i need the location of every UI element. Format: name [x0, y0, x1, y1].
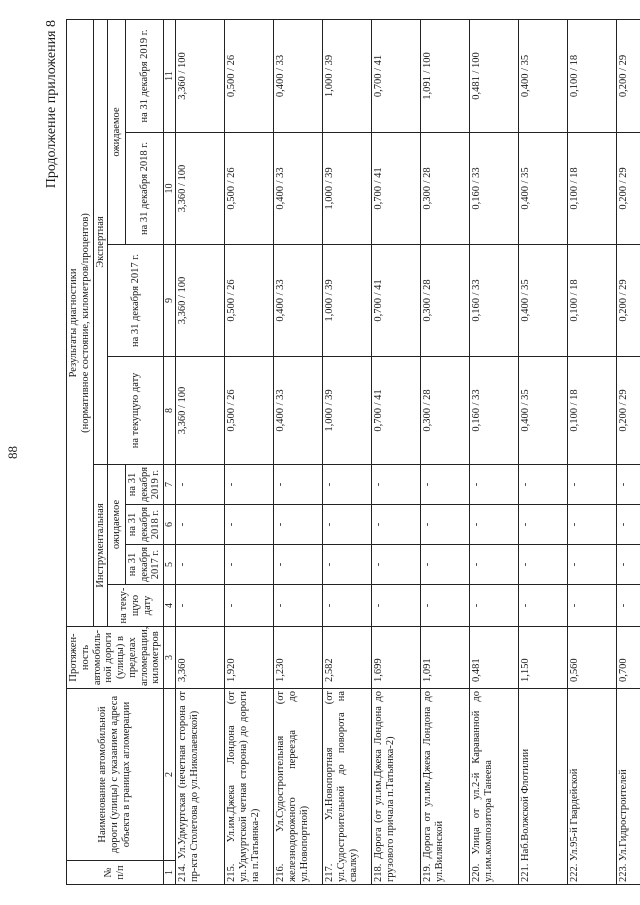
col-number: 3	[164, 627, 176, 689]
col-number: 2	[164, 689, 176, 861]
col-number: 1	[164, 861, 176, 885]
table-row	[176, 19, 225, 884]
diagnostic-value: -	[519, 545, 568, 585]
col-number: 11	[164, 19, 176, 132]
table-row	[421, 19, 470, 884]
road-length: 2,582	[323, 627, 372, 689]
road-name: 217. Ул.Новопортная (от ул.Судостроительной до поворота на свалку)	[323, 689, 372, 885]
diagnostic-value: -	[176, 545, 225, 585]
diagnostic-value: 0,100 / 18	[568, 133, 617, 245]
diagnostic-value: -	[421, 505, 470, 545]
diagnostic-value: -	[225, 465, 274, 505]
diagnostic-value: -	[225, 545, 274, 585]
diagnostic-value: 1,000 / 39	[323, 19, 372, 132]
table-row	[519, 19, 568, 884]
diagnostic-value: 0,700 / 41	[372, 357, 421, 465]
page-number: 88	[5, 446, 20, 459]
header-results-subtitle: (нормативное состояние, километров/процентов)	[79, 213, 91, 433]
road-length: 1,920	[225, 627, 274, 689]
road-name: 219. Дорога от ул.им.Джека Лондона до ул.Вилянской	[421, 689, 470, 885]
diagnostic-value: 3,360 / 100	[176, 357, 225, 465]
diagnostic-value: 0,481 / 100	[470, 19, 519, 132]
diagnostic-value: -	[617, 505, 640, 545]
diagnostic-value: -	[274, 505, 323, 545]
road-length: 0,560	[568, 627, 617, 689]
header-results-title: Результаты диагностики	[68, 268, 79, 378]
diagnostic-value: -	[176, 585, 225, 627]
road-length: 3,360	[176, 627, 225, 689]
header-instr-2018: на 31 декабря 2018 г.	[125, 505, 163, 545]
diagnostic-value: 0,400 / 35	[519, 245, 568, 357]
road-name: 223. Ул.Гидростроителей	[617, 689, 640, 885]
header-exp-2018: на 31 декабря 2018 г.	[125, 133, 163, 245]
road-name: 220. Улица от ул.2-й Караванной до ул.им.композитора Танеева	[470, 689, 519, 885]
diagnostic-value: -	[568, 545, 617, 585]
diagnostic-value: 0,100 / 18	[568, 19, 617, 132]
diagnostic-value: 0,400 / 33	[274, 133, 323, 245]
header-instr-2019: на 31 декабря 2019 г.	[125, 465, 163, 505]
header-exp-2019: на 31 декабря 2019 г.	[125, 19, 163, 132]
col-number: 5	[164, 545, 176, 585]
diagnostic-value: -	[372, 465, 421, 505]
road-length: 1,091	[421, 627, 470, 689]
diagnostic-value: 0,400 / 33	[274, 357, 323, 465]
diagnostic-value: 0,700 / 41	[372, 245, 421, 357]
col-number: 8	[164, 357, 176, 465]
diagnostic-value: 0,400 / 35	[519, 357, 568, 465]
diagnostic-value: -	[372, 545, 421, 585]
table-body	[176, 19, 640, 884]
diagnostic-value: -	[519, 465, 568, 505]
diagnostic-value: -	[274, 465, 323, 505]
table-row	[568, 19, 617, 884]
diagnostic-value: 0,500 / 26	[225, 133, 274, 245]
diagnostic-value: 0,400 / 33	[274, 245, 323, 357]
diagnostic-value: 1,091 / 100	[421, 19, 470, 132]
diagnostic-value: -	[470, 505, 519, 545]
diagnostic-value: 3,360 / 100	[176, 133, 225, 245]
table-row	[323, 19, 372, 884]
col-number: 10	[164, 133, 176, 245]
road-length: 0,481	[470, 627, 519, 689]
diagnostic-value: -	[470, 545, 519, 585]
table-row	[225, 19, 274, 884]
diagnostic-value: -	[323, 505, 372, 545]
diagnostic-value: -	[617, 545, 640, 585]
diagnostic-value: 0,500 / 26	[225, 245, 274, 357]
diagnostic-value: -	[421, 585, 470, 627]
diagnostic-value: 0,300 / 28	[421, 357, 470, 465]
header-num: № п/п	[67, 861, 164, 885]
diagnostic-value: 3,360 / 100	[176, 245, 225, 357]
diagnostic-value: 0,400 / 35	[519, 19, 568, 132]
diagnostic-value: -	[568, 465, 617, 505]
diagnostic-value: -	[568, 505, 617, 545]
road-name: 222. Ул.95-й Гвардейской	[568, 689, 617, 885]
diagnostic-value: 0,400 / 33	[274, 19, 323, 132]
diagnostic-value: 0,700 / 41	[372, 133, 421, 245]
diagnostic-value: 0,700 / 41	[372, 19, 421, 132]
diagnostic-value: -	[372, 585, 421, 627]
header-instr-2017: на 31 декабря 2017 г.	[125, 545, 163, 585]
appendix-heading: Продолжение приложения 8	[44, 20, 59, 189]
diagnostic-value: 0,160 / 33	[470, 357, 519, 465]
header-instr-current: на теку-щую дату	[108, 585, 164, 627]
diagnostic-value: 0,300 / 28	[421, 245, 470, 357]
road-name: 218. Дорога (от ул.им.Джека Лондона до грузового причала п.Татьянка-2)	[372, 689, 421, 885]
diagnostic-value: -	[519, 585, 568, 627]
diagnostic-value: -	[519, 505, 568, 545]
diagnostic-value: 0,160 / 33	[470, 245, 519, 357]
road-name: 221. Наб.Волжской Флотилии	[519, 689, 568, 885]
diagnostic-value: 0,100 / 18	[568, 357, 617, 465]
header-instr-expected: ожидаемое	[108, 465, 126, 585]
diagnostic-value: -	[225, 585, 274, 627]
diagnostic-value: 3,360 / 100	[176, 19, 225, 132]
diagnostic-value: 1,000 / 39	[323, 357, 372, 465]
road-name: 216. Ул.Судостроительная (от железнодорожного переезда до ул.Новопортной)	[274, 689, 323, 885]
col-number: 6	[164, 505, 176, 545]
diagnostic-value: -	[225, 505, 274, 545]
col-number: 4	[164, 585, 176, 627]
diagnostic-value: 0,200 / 29	[617, 245, 640, 357]
header-exp-current: на текущую дату	[108, 357, 164, 465]
road-length: 1,699	[372, 627, 421, 689]
header-exp-expected: ожидаемое	[108, 19, 126, 244]
diagnostic-value: -	[176, 505, 225, 545]
table-row	[372, 19, 421, 884]
header-instrumental: Инструментальная	[93, 465, 108, 627]
diagnostic-value: 0,200 / 29	[617, 19, 640, 132]
diagnostic-value: 0,400 / 35	[519, 133, 568, 245]
table-row	[617, 19, 640, 884]
diagnostic-value: -	[568, 585, 617, 627]
road-name: 214. Ул.Удмуртская (нечетная сторона от пр-кта Столетова до ул.Николаевской)	[176, 689, 225, 885]
diagnostic-value: 0,100 / 18	[568, 245, 617, 357]
col-number: 7	[164, 465, 176, 505]
col-number: 9	[164, 245, 176, 357]
road-length: 0,700	[617, 627, 640, 689]
diagnostic-value: -	[372, 505, 421, 545]
diagnostic-value: -	[323, 545, 372, 585]
road-length: 1,150	[519, 627, 568, 689]
column-number-row	[164, 19, 176, 884]
diagnostic-value: -	[274, 545, 323, 585]
diagnostic-value: 0,500 / 26	[225, 19, 274, 132]
diagnostic-value: 0,500 / 26	[225, 357, 274, 465]
diagnostic-value: -	[470, 585, 519, 627]
diagnostic-value: 1,000 / 39	[323, 245, 372, 357]
diagnostic-value: -	[470, 465, 519, 505]
road-length: 1,230	[274, 627, 323, 689]
diagnostic-value: -	[617, 465, 640, 505]
diagnostic-value: 0,200 / 29	[617, 357, 640, 465]
header-name: Наименование автомобильной дороги (улицы) с указанием адреса объекта в границах агломерации	[67, 689, 164, 861]
header-results	[67, 19, 94, 626]
diagnostics-table	[66, 19, 640, 885]
diagnostic-value: 0,300 / 28	[421, 133, 470, 245]
diagnostic-value: -	[176, 465, 225, 505]
header-length: Протяжен-ность автомобиль-ной дороги (улицы) в пределах агломерации, километров	[67, 627, 164, 689]
table-row	[274, 19, 323, 884]
diagnostic-value: -	[617, 585, 640, 627]
diagnostic-value: -	[323, 585, 372, 627]
diagnostic-value: -	[323, 465, 372, 505]
diagnostic-value: -	[421, 545, 470, 585]
diagnostic-value: -	[421, 465, 470, 505]
diagnostic-value: 0,200 / 29	[617, 133, 640, 245]
diagnostic-value: -	[274, 585, 323, 627]
header-expert: Экспертная	[93, 19, 108, 464]
diagnostic-value: 0,160 / 33	[470, 133, 519, 245]
table-row	[470, 19, 519, 884]
road-name: 215. Ул.им.Джека Лондона (от ул.Удмуртской четная сторона) до дороги на п.Татьянка-2)	[225, 689, 274, 885]
header-exp-2017: на 31 декабря 2017 г.	[108, 245, 164, 357]
diagnostic-value: 1,000 / 39	[323, 133, 372, 245]
